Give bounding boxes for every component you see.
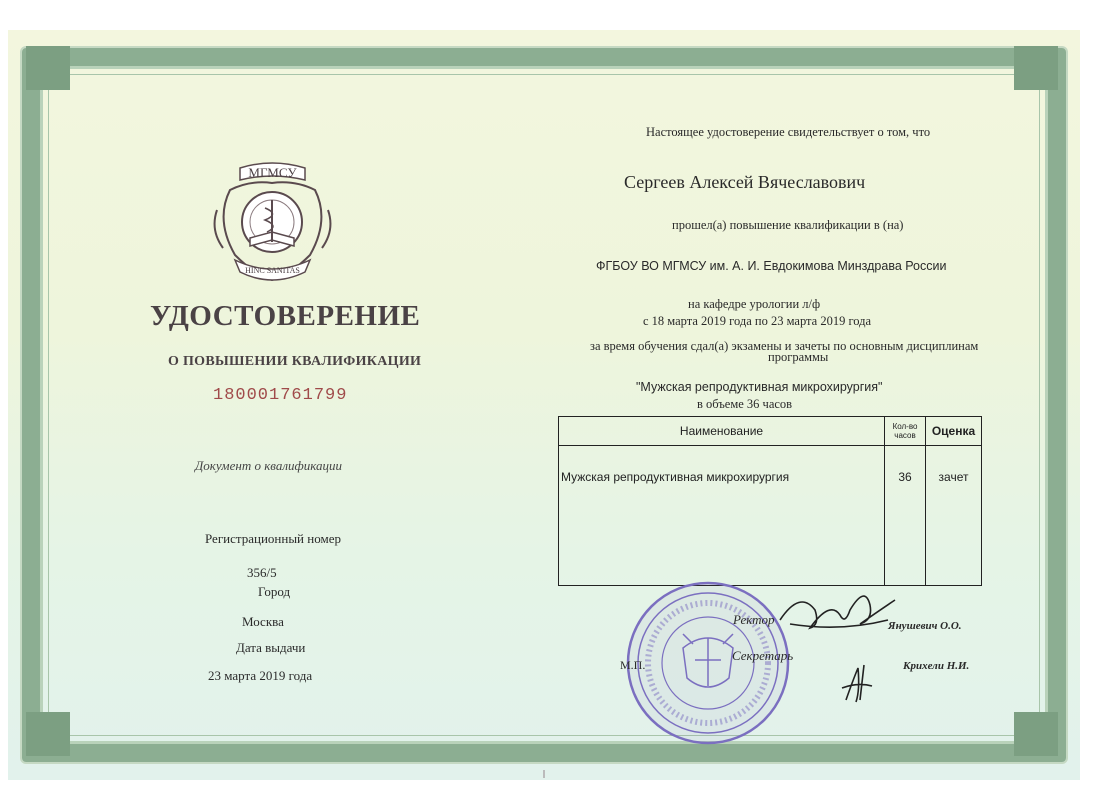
row-hours: 36 xyxy=(885,446,926,586)
exam-text-continued: программы xyxy=(768,350,829,364)
holder-name: Сергеев Алексей Вячеславович xyxy=(624,172,866,192)
emblem-motto: HINC SANITAS xyxy=(245,266,300,275)
issue-date-value: 23 марта 2019 года xyxy=(208,668,313,683)
registration-label: Регистрационный номер xyxy=(205,531,341,546)
secretary-label: Секретарь xyxy=(732,648,794,663)
secretary-name: Крихели Н.И. xyxy=(903,660,970,672)
certificate-title: УДОСТОВЕРЕНИЕ xyxy=(150,300,421,332)
row-discipline: Мужская репродуктивная микрохирургия xyxy=(559,446,885,586)
city-label: Город xyxy=(258,584,291,599)
registration-number: 356/5 xyxy=(247,565,277,580)
table-header-row xyxy=(559,417,982,446)
corner-ornament xyxy=(1014,712,1058,756)
corner-ornament xyxy=(1014,46,1058,90)
rector-label: Ректор xyxy=(733,612,775,627)
training-dates: с 18 марта 2019 года по 23 марта 2019 года xyxy=(643,314,872,328)
header-hours: Кол-во часов xyxy=(885,417,926,446)
certificate-number: 180001761799 xyxy=(213,386,348,405)
header-name: Наименование xyxy=(559,417,885,446)
secretary-signature xyxy=(838,660,878,705)
course-title: "Мужская репродуктивная микрохирургия" xyxy=(636,380,883,394)
document-type: Документ о квалификации xyxy=(195,458,342,473)
corner-ornament xyxy=(26,712,70,756)
header-grade: Оценка xyxy=(926,417,982,446)
intro-text: Настоящее удостоверение свидетельствует о том, что xyxy=(646,125,931,139)
exam-text: за время обучения сдал(а) экзамены и зачеты по основным дисциплинам xyxy=(590,339,979,353)
passed-text: прошел(а) повышение квалификации в (на) xyxy=(672,218,904,232)
grades-table xyxy=(558,416,982,586)
certificate-subtitle: О ПОВЫШЕНИИ КВАЛИФИКАЦИИ xyxy=(168,354,422,369)
city-value: Москва xyxy=(242,614,284,629)
table-row xyxy=(559,446,982,586)
rector-name: Янушевич О.О. xyxy=(888,620,962,632)
university-emblem xyxy=(205,150,340,290)
stamp-place-label: М.П. xyxy=(620,658,646,672)
row-grade: зачет xyxy=(926,446,982,586)
issue-date-label: Дата выдачи xyxy=(236,640,306,655)
organization-name: ФГБОУ ВО МГМСУ им. А. И. Евдокимова Минздрава России xyxy=(596,259,947,273)
corner-ornament xyxy=(26,46,70,90)
emblem-top-text: МГМСУ xyxy=(248,165,297,180)
scan-mark xyxy=(543,770,545,778)
department-text: на кафедре урологии л/ф xyxy=(688,297,821,311)
rector-signature xyxy=(770,580,900,640)
course-volume: в объеме 36 часов xyxy=(697,397,793,411)
